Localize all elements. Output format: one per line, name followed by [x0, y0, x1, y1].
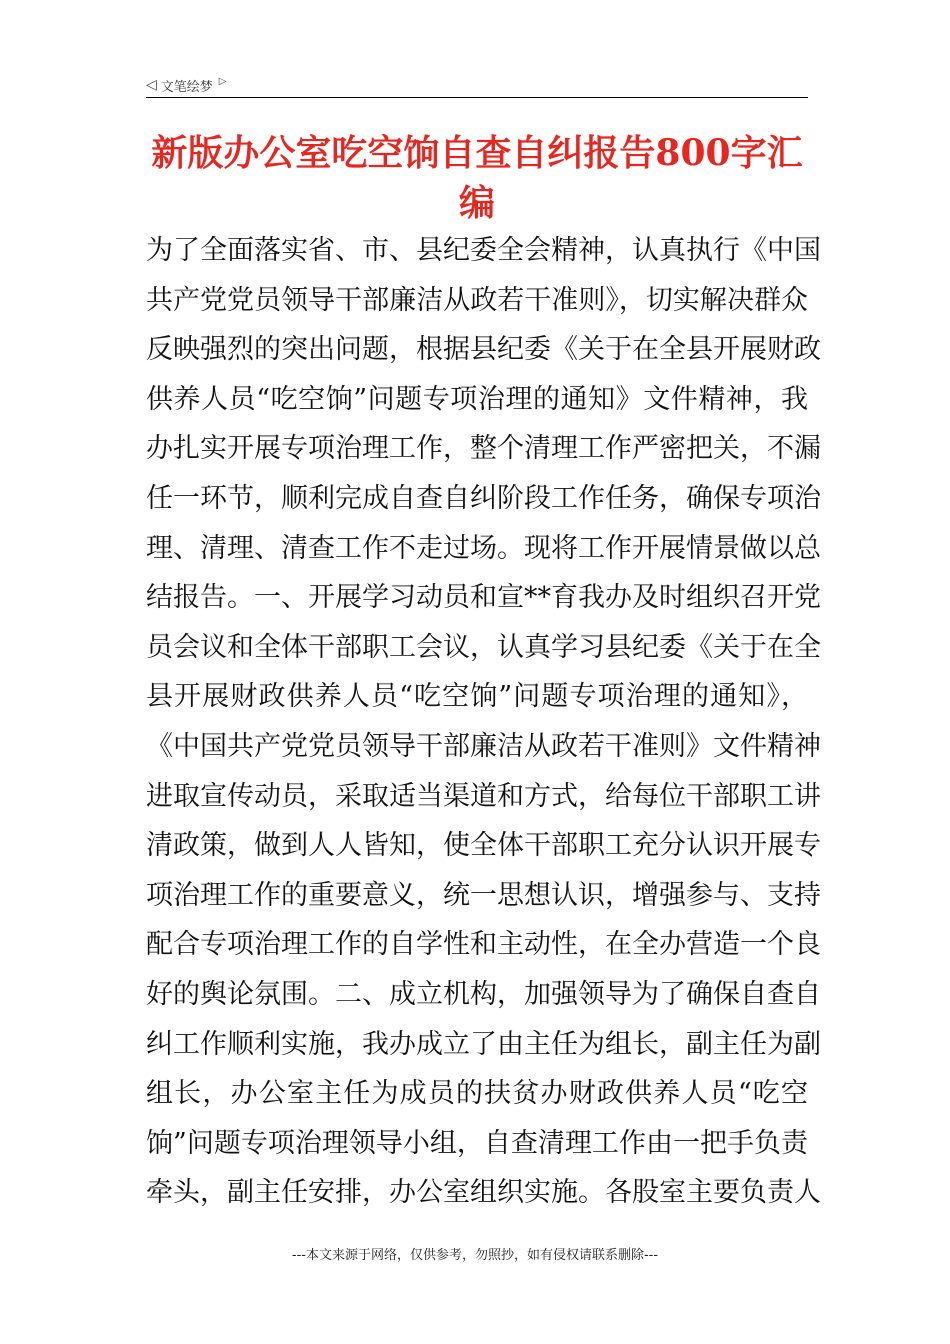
page-footer: ---本文来源于网络，仅供参考，勿照抄，如有侵权请联系删除--- [291, 1248, 659, 1263]
body-line: 清政策，做到人人皆知，使全体干部职工充分认识开展专 [146, 830, 821, 862]
body-line: 组长，办公室主任为成员的扶贫办财政供养人员“吃空 [146, 1078, 808, 1110]
title-line: 新版办公室吃空饷自查自纠报告800字汇 [151, 132, 803, 174]
body-line: 好的舆论氛围。二、成立机构，加强领导为了确保自查自 [146, 978, 821, 1010]
header-brand: 文笔绘梦 [160, 79, 213, 95]
body-line: 理、清理、清查工作不走过场。现将工作开展情景做以总 [146, 532, 821, 564]
body-line: 为了全面落实省、市、县纪委全会精神，认真执行《中国 [146, 235, 821, 266]
body-line: 任一环节，顺利完成自查自纠阶段工作任务，确保专项治 [146, 482, 821, 514]
body-line: 县开展财政供养人员“吃空饷”问题专项治理的通知》， [146, 681, 808, 713]
document-body [146, 226, 821, 1218]
title-line: 编 [458, 182, 495, 224]
body-line: 反映强烈的突出问题，根据县纪委《关于在全县开展财政 [146, 334, 821, 366]
body-line: 配合专项治理工作的自学性和主动性，在全办营造一个良 [146, 929, 821, 961]
body-line: 员会议和全体干部职工会议，认真学习县纪委《关于在全 [146, 631, 821, 663]
body-line: 供养人员“吃空饷”问题专项治理的通知》文件精神，我 [146, 383, 808, 415]
triangle-right-icon: ▷ [218, 75, 227, 87]
body-line: 办扎实开展专项治理工作，整个清理工作严密把关，不漏 [146, 433, 821, 465]
page-header [146, 72, 808, 98]
body-line: 项治理工作的重要意义，统一思想认识，增强参与、支持 [146, 879, 821, 911]
body-line: 纠工作顺利实施，我办成立了由主任为组长，副主任为副 [146, 1028, 821, 1060]
body-line: 牵头，副主任安排，办公室组织实施。各股室主要负责人 [146, 1177, 821, 1209]
header-rule [146, 97, 808, 98]
triangle-left-icon: ◁ [146, 77, 157, 93]
body-line: 共产党党员领导干部廉洁从政若干准则》，切实解决群众 [146, 284, 808, 316]
document-title [146, 128, 808, 228]
body-line: 饷”问题专项治理领导小组，自查清理工作由一把手负责 [146, 1127, 808, 1159]
body-line: 结报告。一、开展学习动员和宣**育我办及时组织召开党 [146, 582, 821, 614]
body-line: 《中国共产党党员领导干部廉洁从政若干准则》文件精神 [146, 730, 821, 762]
body-line: 进取宣传动员，采取适当渠道和方式，给每位干部职工讲 [146, 780, 821, 812]
